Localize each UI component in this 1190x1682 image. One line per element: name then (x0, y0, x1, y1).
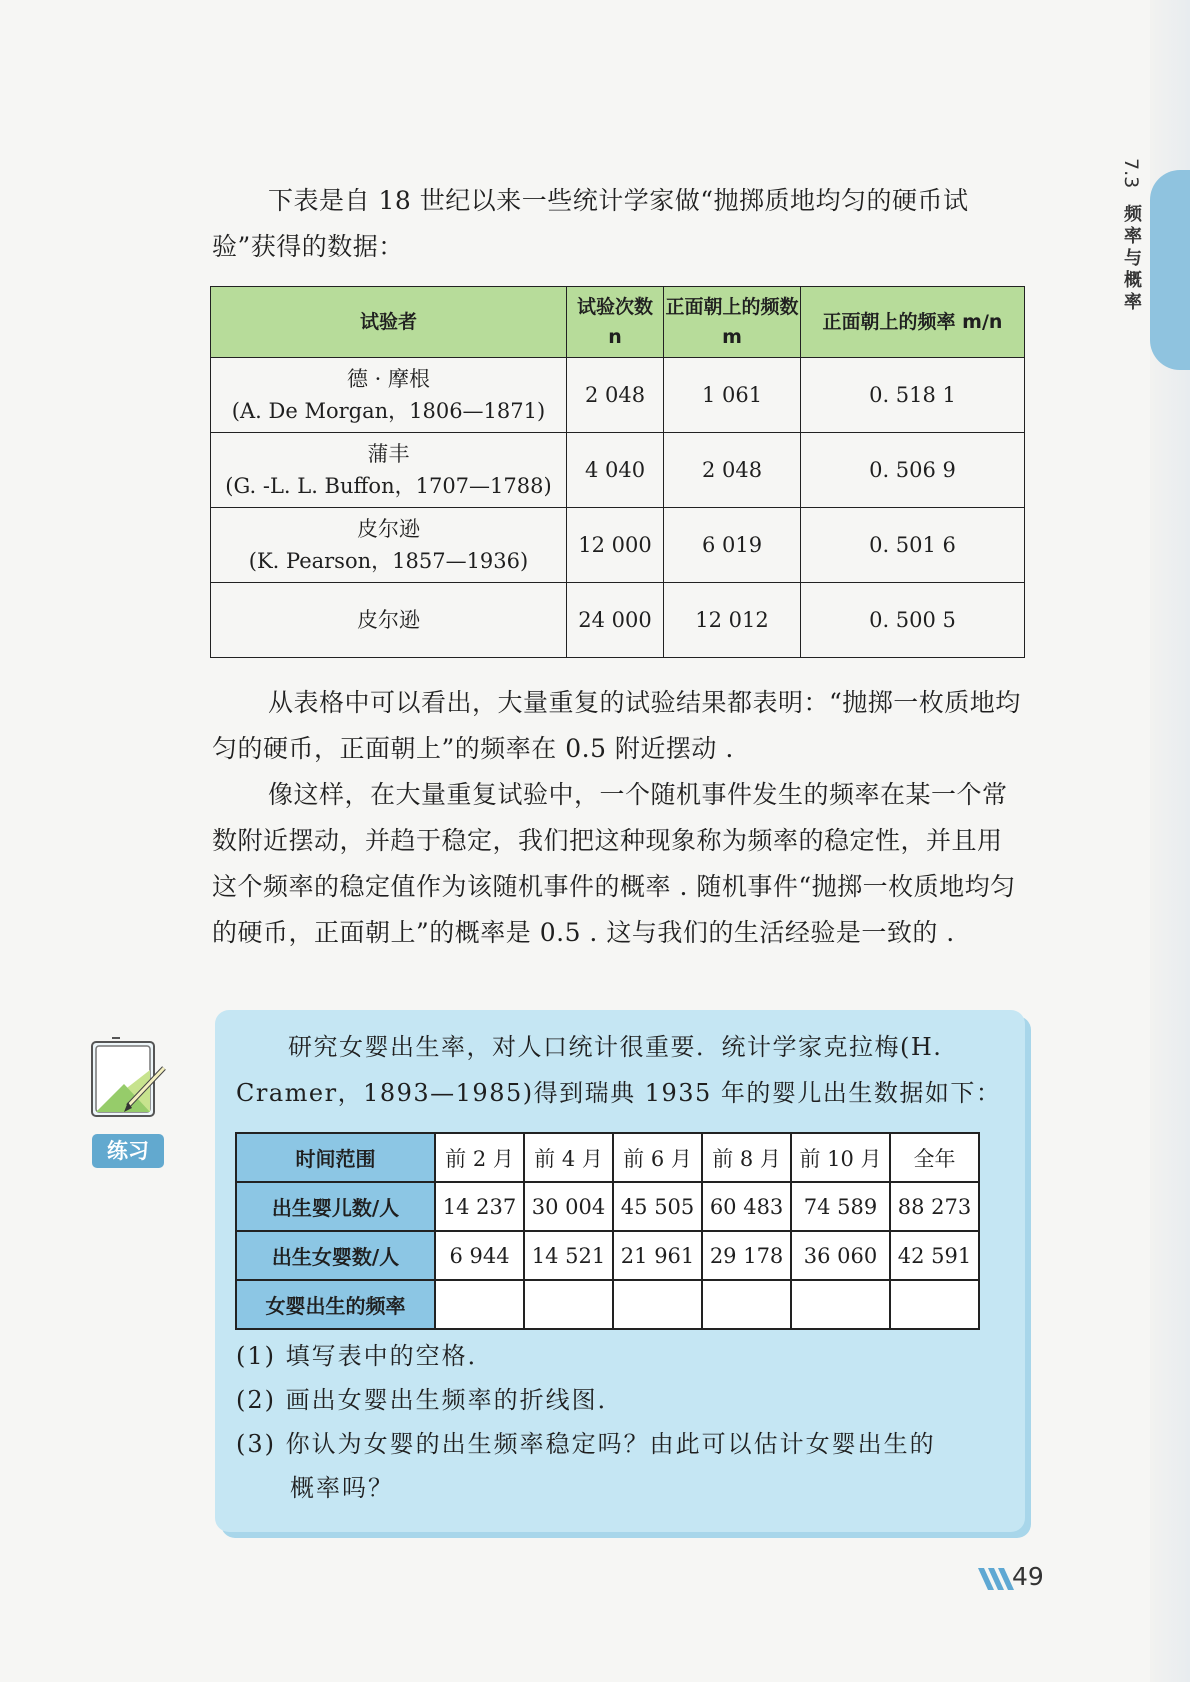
question-1: (1) 填写表中的空格． (236, 1342, 494, 1370)
definition-paragraph (212, 772, 1027, 956)
experimenter-detail: (G. -L. L. Buffon，1707—1788) (225, 474, 552, 498)
definition-text: 像这样，在大量重复试验中，一个随机事件发生的频率在某一个常数附近摆动，并趋于稳定，我们把这种现象称为频率的稳定性，并且用这个频率的稳定值作为该随机事件的概率 . 随机事件“抛掷一枚质地均匀的硬币，正面朝上”的概率是 0.5 . 这与我们的生活经验是一致的 . (212, 780, 1016, 947)
intro-paragraph (212, 178, 1027, 270)
heads-cell: 6 019 (664, 508, 801, 583)
exercise-notebook-icon (84, 1030, 174, 1130)
blank-cell[interactable] (435, 1280, 524, 1329)
experimenter-detail: (K. Pearson，1857—1936) (248, 549, 529, 573)
birth-data-table (235, 1132, 980, 1330)
data-cell: 45 505 (613, 1182, 702, 1231)
data-cell: 30 004 (524, 1182, 613, 1231)
experimenter-detail: (A. De Morgan，1806—1871) (231, 399, 546, 423)
header-cell: 前 4 月 (524, 1133, 613, 1182)
row-label: 出生女婴数/人 (236, 1231, 435, 1280)
frequency-cell: 0. 500 5 (801, 583, 1025, 658)
data-cell: 21 961 (613, 1231, 702, 1280)
page-number: 49 (1012, 1562, 1044, 1591)
heads-cell: 1 061 (664, 358, 801, 433)
header-heads-count: 正面朝上的频数 m (664, 287, 801, 358)
data-cell: 36 060 (791, 1231, 890, 1280)
frequency-cell: 0. 506 9 (801, 433, 1025, 508)
header-trials: 试验次数 n (567, 287, 664, 358)
data-cell: 60 483 (702, 1182, 791, 1231)
data-cell: 88 273 (890, 1182, 979, 1231)
experimenter-name: 蒲丰 (367, 442, 410, 466)
blank-cell[interactable] (702, 1280, 791, 1329)
row-label: 出生婴儿数/人 (236, 1182, 435, 1231)
blank-cell[interactable] (890, 1280, 979, 1329)
data-cell: 6 944 (435, 1231, 524, 1280)
intro-text: 下表是自 18 世纪以来一些统计学家做“抛掷质地均匀的硬币试验”获得的数据： (212, 186, 969, 261)
data-cell: 29 178 (702, 1231, 791, 1280)
experimenter-name: 德 · 摩根 (346, 367, 431, 391)
coin-experiment-table (210, 286, 1025, 658)
conclusion-paragraph (212, 680, 1027, 772)
data-cell: 42 591 (890, 1231, 979, 1280)
trials-cell: 2 048 (567, 358, 664, 433)
header-cell: 前 2 月 (435, 1133, 524, 1182)
header-cell: 全年 (890, 1133, 979, 1182)
conclusion-text: 从表格中可以看出，大量重复的试验结果都表明：“抛掷一枚质地均匀的硬币，正面朝上”的频率在 0.5 附近摆动 . (212, 688, 1021, 763)
question-3-continued: 概率吗？ (290, 1474, 394, 1502)
row-label: 女婴出生的频率 (236, 1280, 435, 1329)
side-tab (1150, 170, 1190, 370)
question-2: (2) 画出女婴出生频率的折线图． (236, 1386, 624, 1414)
header-experimenter: 试验者 (211, 287, 567, 358)
header-time-range: 时间范围 (236, 1133, 435, 1182)
table-row (211, 508, 1025, 583)
table-row (211, 433, 1025, 508)
heads-cell: 12 012 (664, 583, 801, 658)
exercise-intro (236, 1024, 1006, 1116)
heads-cell: 2 048 (664, 433, 801, 508)
exercise-badge: 练习 (92, 1134, 164, 1168)
data-cell: 14 237 (435, 1182, 524, 1231)
header-cell: 前 8 月 (702, 1133, 791, 1182)
table-row (236, 1182, 979, 1231)
exercise-intro-text: 研究女婴出生率，对人口统计很重要．统计学家克拉梅(H. Cramer，1893—1985)得到瑞典 1935 年的婴儿出生数据如下： (236, 1033, 1002, 1107)
blank-cell[interactable] (524, 1280, 613, 1329)
trials-cell: 24 000 (567, 583, 664, 658)
chapter-title: 频率与概率 (1124, 204, 1142, 314)
header-cell: 前 6 月 (613, 1133, 702, 1182)
table-row (236, 1280, 979, 1329)
experimenter-name: 皮尔逊 (357, 517, 420, 541)
chapter-number: 7.3 (1120, 158, 1142, 189)
header-cell: 前 10 月 (791, 1133, 890, 1182)
experimenter-name: 皮尔逊 (357, 608, 420, 632)
table-header-row (211, 287, 1025, 358)
trials-cell: 4 040 (567, 433, 664, 508)
table-row (236, 1231, 979, 1280)
header-heads-frequency: 正面朝上的频率 m/n (801, 287, 1025, 358)
frequency-cell: 0. 501 6 (801, 508, 1025, 583)
table-row (211, 358, 1025, 433)
frequency-cell: 0. 518 1 (801, 358, 1025, 433)
blank-cell[interactable] (791, 1280, 890, 1329)
chapter-side-label (1120, 158, 1146, 314)
data-cell: 74 589 (791, 1182, 890, 1231)
table-header-row (236, 1133, 979, 1182)
question-3: (3) 你认为女婴的出生频率稳定吗？由此可以估计女婴出生的 (236, 1430, 936, 1458)
data-cell: 14 521 (524, 1231, 613, 1280)
table-row (211, 583, 1025, 658)
trials-cell: 12 000 (567, 508, 664, 583)
blank-cell[interactable] (613, 1280, 702, 1329)
